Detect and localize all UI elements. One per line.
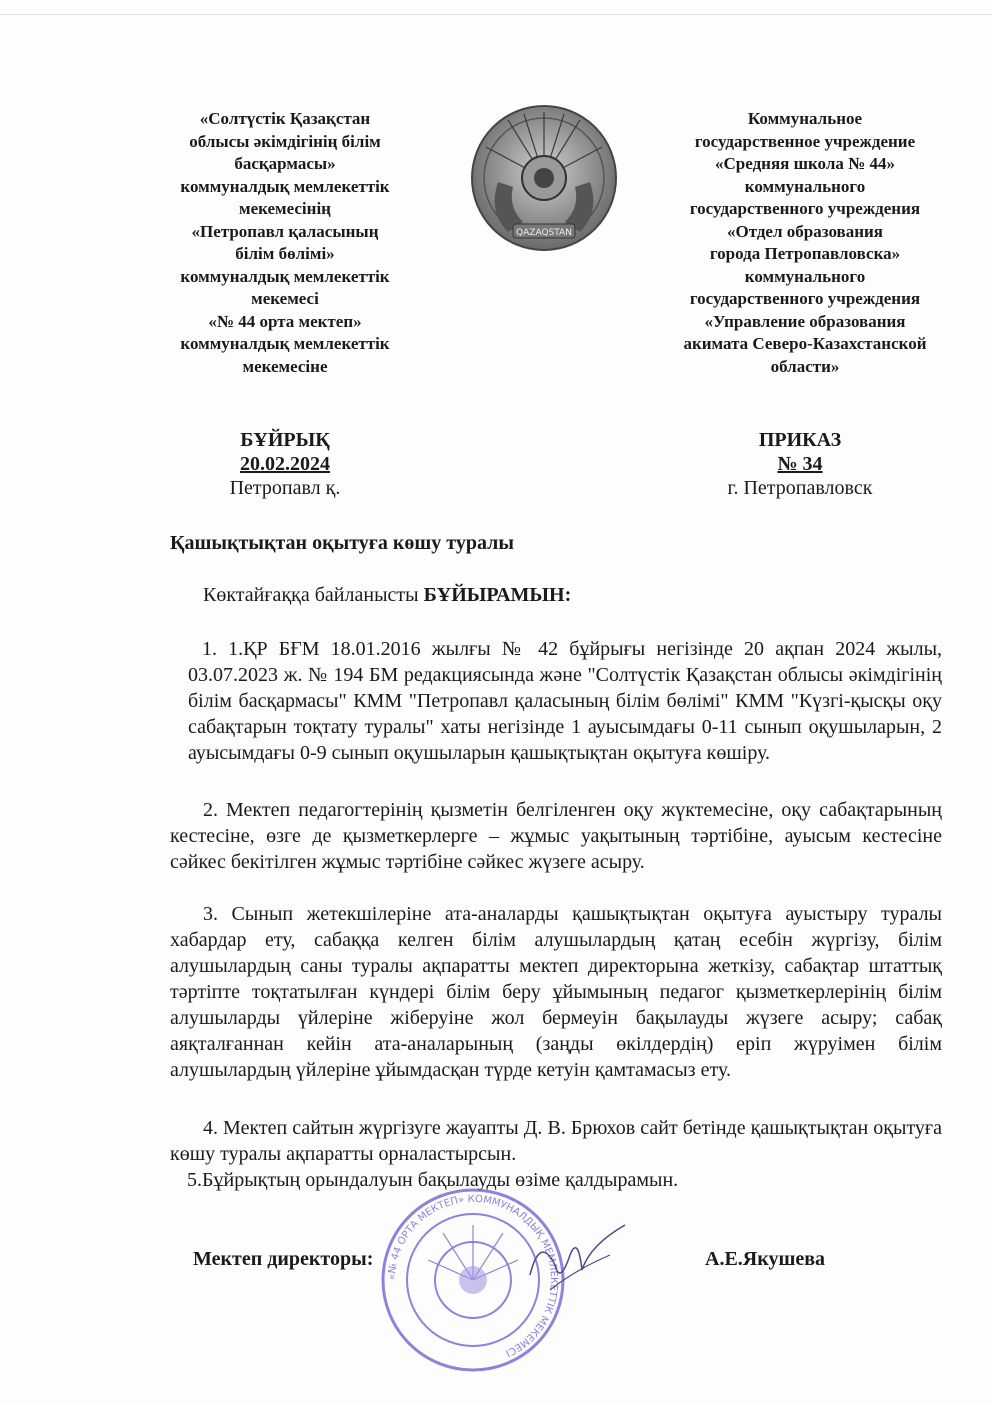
- scan-edge: [0, 14, 992, 15]
- header-line: коммуналдық мемлекеттік: [180, 176, 390, 196]
- order-subject: Қашықтықтан оқытуға көшу туралы: [170, 532, 514, 554]
- handwritten-signature: [520, 1215, 630, 1305]
- header-line: мекемесі: [251, 289, 319, 308]
- header-line: «Отдел образования: [726, 221, 883, 241]
- order-title-kz: БҰЙРЫҚ: [240, 429, 330, 451]
- header-line: «Петропавл қаласының: [191, 221, 379, 241]
- header-line: білім бөлімі»: [235, 244, 335, 263]
- paragraph-4: 4. Мектеп сайтын жүргізуге жауапты Д. В. Брюхов сайт бетінде қашықтықтан оқытуға көшу туралы ақпаратты орналастырсын.: [170, 1117, 942, 1165]
- header-line: «№ 44 орта мектеп»: [208, 311, 362, 331]
- header-line: басқармасы»: [234, 154, 336, 173]
- order-date: 20.02.2024: [240, 453, 330, 475]
- order-title-ru: ПРИКАЗ: [758, 429, 842, 451]
- header-line: коммунального: [744, 266, 866, 286]
- header-line: «Солтүстік Қазақстан: [199, 109, 371, 128]
- header-right-russian: [655, 108, 955, 378]
- seal-text: «№ 44 ОРТА МЕКТЕП» КОММУНАЛДЫҚ МЕМЛЕКЕТТІК МЕКЕМЕСІ: [386, 1193, 560, 1359]
- emblem-text: QAZAQSTAN: [516, 228, 572, 238]
- header-line: «Управление образования: [704, 311, 906, 331]
- signature-name: А.Е.Якушева: [705, 1248, 826, 1270]
- paragraph-2: 2. Мектеп педагогтерінің қызметін белгіленген оқу жүктемесіне, оқу сабақтарының кестесіне, өзге де қызметкерлерге – жұмыс уақытының тәртібіне, ауысым кестесіне сәйкес бекітілген жұмыс тәртібіне сәйкес жүзеге асыру.: [170, 799, 942, 873]
- header-line: государственного учреждения: [689, 289, 921, 308]
- header-line: города Петропавловска»: [709, 244, 901, 263]
- paragraph-3: 3. Сынып жетекшілеріне ата-аналарды қашықтықтан оқытуға ауыстыру туралы хабардар ету, сабаққа келген білім алушылардың қатаң есебін жүргізу, білім алушылардың саны туралы ақпаратты мектеп директорына жеткізу, сабақтар штаттық тәртіпте тоқтатылған күндері білім беру ұйымының педагог қызметкерлерінің білім алушыларды үйлеріне жіберуіне жол бермеуін бақылауды жүзеге асыру; сабақ аяқталғаннан кейін ата-аналарының (заңды өкілдердің) еріп жүруімен білім алушылардың үйлеріне ұйымдасқан түрде кетуін қамтамасыз ету.: [170, 903, 942, 1081]
- paragraph-1: 1. 1.ҚР БҒМ 18.01.2016 жылғы № 42 бұйрығы негізінде 20 ақпан 2024 жылы, 03.07.2023 ж. № 194 БМ редакциясында және "Солтүстік Қазақстан облысы әкімдігінің білім басқармасы" КММ "Петропавл қаласының білім бөлімі" КММ "Күзгі-қысқы оқу сабақтарын тоқтату туралы" хаты негізінде 1 ауысымдағы 0-11 сынып оқушыларын, 2 ауысымдағы 0-9 сынып оқушыларын қашықтықтан оқытуға көшіру.: [188, 638, 942, 764]
- order-block-russian: [680, 428, 920, 500]
- header-line: области»: [770, 356, 840, 376]
- header-line: коммунального: [744, 176, 866, 196]
- header-line: государственного учреждения: [689, 199, 921, 218]
- header-line: коммуналдық мемлекеттік: [180, 334, 390, 353]
- order-number: № 34: [777, 453, 823, 475]
- order-city-kz: Петропавл қ.: [229, 477, 341, 499]
- header-left-kazakh: [135, 108, 435, 378]
- header-line: облысы әкімдігінің білім: [189, 131, 381, 151]
- header-line: акимата Северо-Казахстанской: [683, 334, 927, 353]
- paragraph-5: 5.Бұйрықтың орындалуын бақылауды өзіме қалдырамын.: [187, 1169, 679, 1191]
- order-city-ru: г. Петропавловск: [727, 477, 873, 499]
- header-line: мекемесіне: [242, 356, 328, 376]
- header-line: «Средняя школа № 44»: [715, 154, 895, 173]
- header-line: мекемесінің: [239, 199, 331, 218]
- header-line: Коммунальное: [747, 109, 863, 128]
- intro-emphasis: БҰЙЫРАМЫН:: [423, 584, 572, 606]
- state-emblem-icon: [468, 102, 620, 260]
- intro-text: Көктайғаққа байланысты: [203, 584, 424, 606]
- header-line: коммуналдық мемлекеттік: [180, 266, 390, 286]
- order-block-kazakh: [165, 428, 405, 500]
- order-intro: [203, 584, 571, 607]
- signature-title: Мектеп директоры:: [193, 1248, 374, 1270]
- header-line: государственное учреждение: [694, 131, 916, 151]
